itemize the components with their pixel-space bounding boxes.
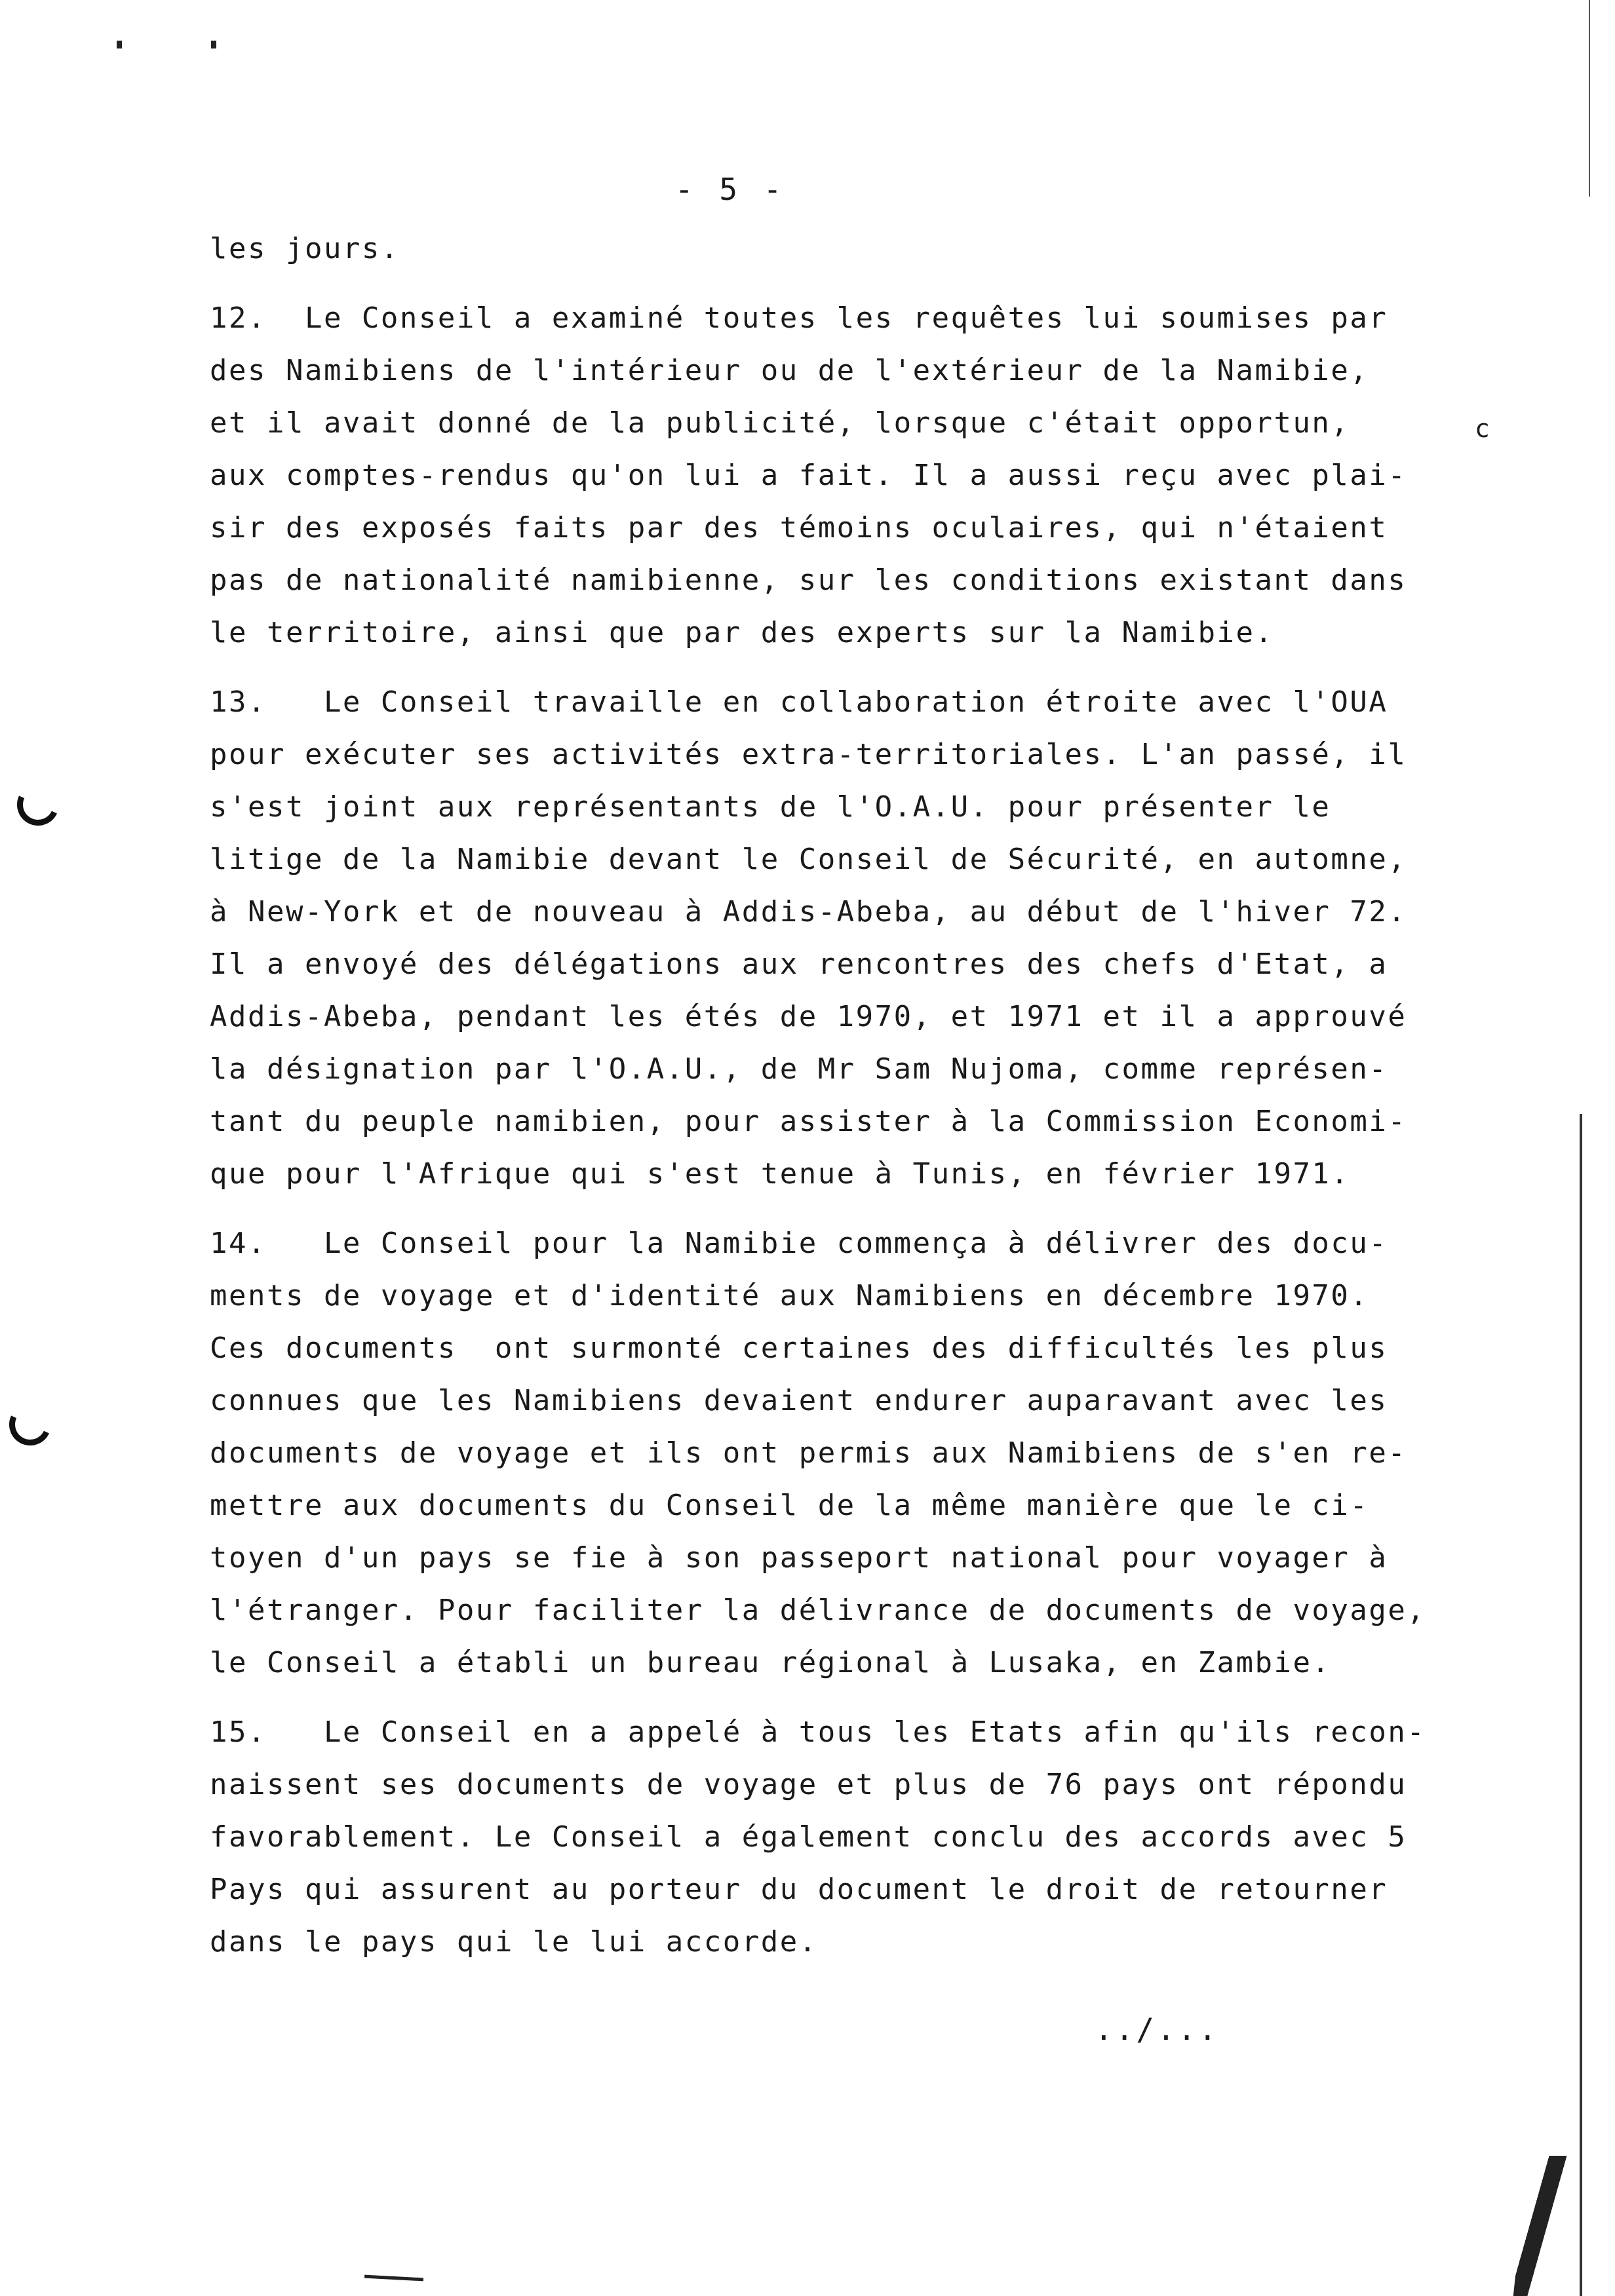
- text-line: tant du peuple namibien, pour assister à la Commission Economi-: [210, 1105, 1407, 1138]
- text-line: 12. Le Conseil a examiné toutes les requêtes lui soumises par: [210, 301, 1388, 335]
- text-line: 13. Le Conseil travaille en collaboration étroite avec l'OUA: [210, 685, 1388, 719]
- text-line: aux comptes-rendus qu'on lui a fait. Il a aussi reçu avec plai-: [210, 459, 1407, 492]
- text-line: le territoire, ainsi que par des experts sur la Namibie.: [210, 616, 1274, 649]
- text-line: documents de voyage et ils ont permis aux Namibiens de s'en re-: [210, 1436, 1407, 1470]
- text-line: 15. Le Conseil en a appelé à tous les Etats afin qu'ils recon-: [210, 1715, 1426, 1749]
- text-line: toyen d'un pays se fie à son passeport national pour voyager à: [210, 1541, 1388, 1575]
- text-line: l'étranger. Pour faciliter la délivrance de documents de voyage,: [210, 1594, 1426, 1627]
- page-edge-line: [1580, 1114, 1582, 2296]
- text-line: s'est joint aux représentants de l'O.A.U. pour présenter le: [210, 790, 1331, 824]
- text-line: à New-York et de nouveau à Addis-Abeba, au début de l'hiver 72.: [210, 895, 1407, 928]
- scan-artifact: [1513, 2156, 1574, 2296]
- text-line: mettre aux documents du Conseil de la même manière que le ci-: [210, 1489, 1369, 1522]
- text-line: Addis-Abeba, pendant les étés de 1970, et 1971 et il a approuvé: [210, 1000, 1407, 1033]
- text-line: 14. Le Conseil pour la Namibie commença à délivrer des docu-: [210, 1227, 1388, 1260]
- text-line: et il avait donné de la publicité, lorsque c'était opportun,: [210, 406, 1350, 440]
- text-line: litige de la Namibie devant le Conseil de Sécurité, en automne,: [210, 843, 1407, 876]
- text-line: connues que les Namibiens devaient endurer auparavant avec les: [210, 1384, 1388, 1417]
- text-line: les jours.: [210, 232, 400, 265]
- continuation-marker: ../...: [1095, 2012, 1220, 2047]
- paragraph-gap: [210, 275, 1442, 292]
- text-line: ments de voyage et d'identité aux Namibiens en décembre 1970.: [210, 1279, 1369, 1312]
- binder-hole-mark: [11, 778, 65, 832]
- body-text: [210, 223, 1442, 1968]
- paragraph-gap: [210, 1689, 1442, 1706]
- text-line: favorablement. Le Conseil a également conclu des accords avec 5: [210, 1820, 1407, 1854]
- text-line: pour exécuter ses activités extra-territoriales. L'an passé, il: [210, 738, 1407, 771]
- text-line: Pays qui assurent au porteur du document le droit de retourner: [210, 1873, 1388, 1906]
- margin-annotation: c: [1475, 414, 1490, 443]
- text-line: la désignation par l'O.A.U., de Mr Sam Nujoma, comme représen-: [210, 1052, 1388, 1086]
- text-line: le Conseil a établi un bureau régional à Lusaka, en Zambie.: [210, 1646, 1331, 1679]
- paragraph-gap: [210, 1200, 1442, 1217]
- page-number: - 5 -: [675, 172, 786, 207]
- page-edge-line: [1589, 0, 1590, 197]
- paragraph-gap: [210, 659, 1442, 676]
- punch-mark: [117, 41, 122, 48]
- scan-artifact: [364, 2275, 423, 2282]
- text-line: dans le pays qui le lui accorde.: [210, 1925, 818, 1959]
- binder-hole-mark: [3, 1398, 57, 1451]
- text-line: naissent ses documents de voyage et plus de 76 pays ont répondu: [210, 1768, 1407, 1801]
- text-line: que pour l'Afrique qui s'est tenue à Tunis, en février 1971.: [210, 1157, 1350, 1191]
- punch-mark: [211, 41, 216, 48]
- text-line: sir des exposés faits par des témoins oculaires, qui n'étaient: [210, 511, 1388, 545]
- text-line: des Namibiens de l'intérieur ou de l'extérieur de la Namibie,: [210, 354, 1369, 387]
- text-line: pas de nationalité namibienne, sur les conditions existant dans: [210, 564, 1407, 597]
- text-line: Il a envoyé des délégations aux rencontres des chefs d'Etat, a: [210, 947, 1388, 981]
- text-line: Ces documents ont surmonté certaines des difficultés les plus: [210, 1331, 1388, 1365]
